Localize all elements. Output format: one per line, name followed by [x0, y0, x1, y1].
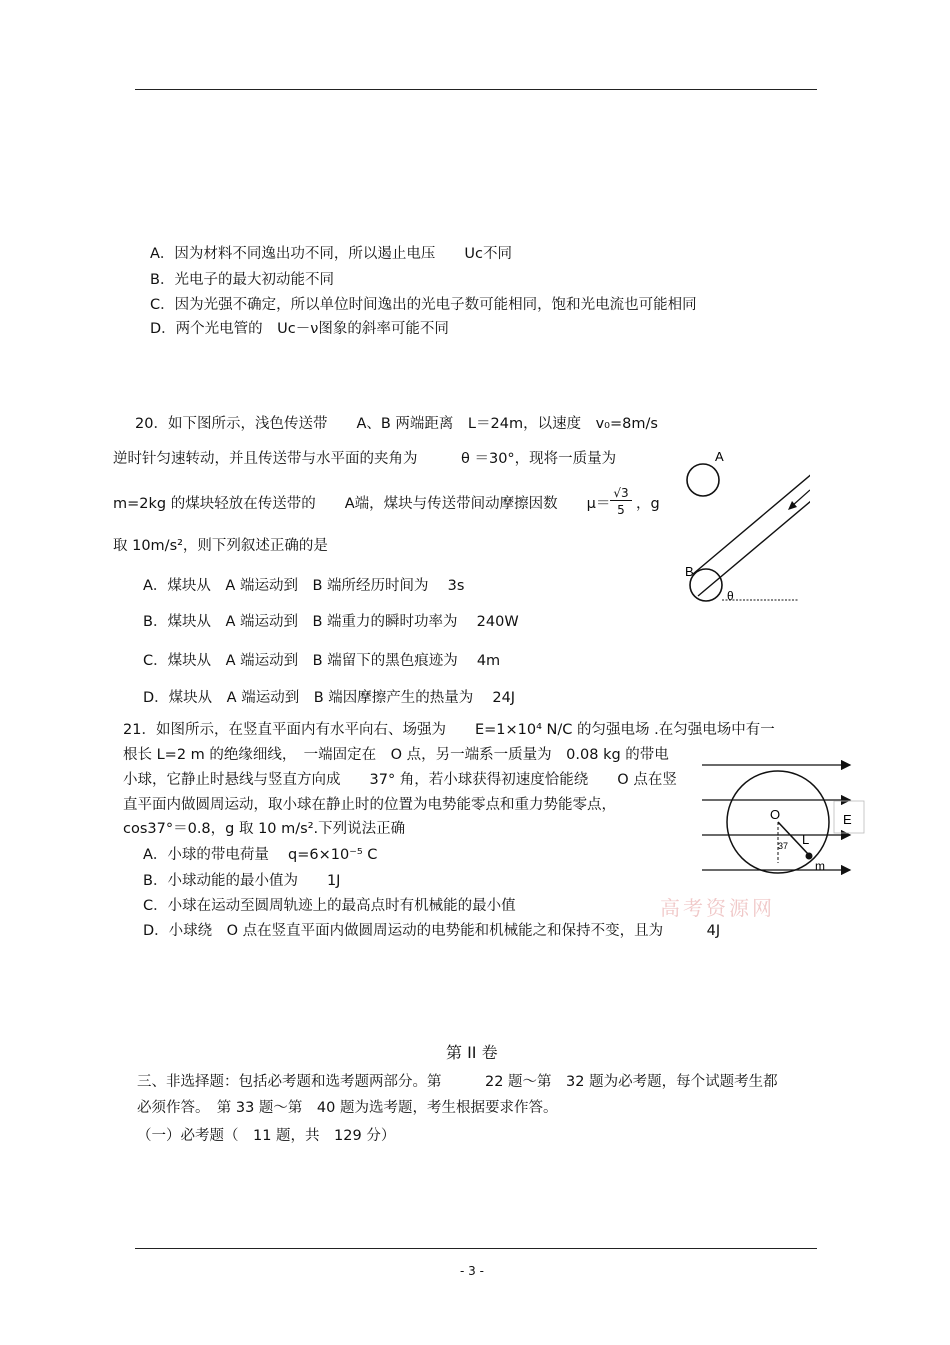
part2-line2: 必须作答。 第 33 题～第 40 题为选考题，考生根据要求作答。: [137, 1100, 558, 1116]
mu-numerator: √3: [610, 486, 632, 501]
q21-option-c: C．小球在运动至圆周轨迹上的最高点时有机械能的最小值: [143, 898, 516, 914]
footer-rule: [135, 1248, 817, 1249]
q19-option-b: B．光电子的最大初动能不同: [150, 272, 334, 288]
conveyor-belt-figure: [680, 445, 810, 610]
label-m: m: [815, 859, 825, 873]
q21-stem-line5: cos37°＝0.8，g 取 10 m/s².下列说法正确: [123, 821, 406, 837]
q19-option-c: C．因为光强不确定，所以单位时间逸出的光电子数可能相同，饱和光电流也可能相同: [150, 297, 697, 313]
part2-line1: 三、非选择题：包括必考题和选考题两部分。第 22 题～第 32 题为必考题，每个试题考生都: [137, 1074, 778, 1090]
q21-option-d: D．小球绕 O 点在竖直平面内做圆周运动的电势能和机械能之和保持不变，且为 4J: [143, 923, 721, 939]
label-l: L: [802, 832, 810, 847]
q20-stem-line3-end: ，g: [636, 496, 660, 512]
watermark: 高考资源网: [660, 896, 775, 920]
q20-option-c: C．煤块从 A 端运动到 B 端留下的黑色痕迹为 4m: [143, 653, 501, 669]
pulley-top: [687, 464, 719, 496]
q21-stem-line1: 21．如图所示，在竖直平面内有水平向右、场强为 E=1×10⁴ N/C 的匀强电场 .在匀强电场中有一: [123, 722, 775, 738]
q21-stem-line2: 根长 L=2 m 的绝缘细线， 一端固定在 O 点，另一端系一质量为 0.08 kg 的带电: [123, 747, 669, 763]
q21-stem-line3: 小球，它静止时悬线与竖直方向成 37° 角，若小球获得初速度恰能绕 O 点在竖: [123, 772, 677, 788]
pulley-bottom: [690, 569, 722, 601]
belt-upper: [693, 467, 810, 574]
q20-option-b: B．煤块从 A 端运动到 B 端重力的瞬时功率为 240W: [143, 614, 519, 630]
label-a: A: [715, 449, 724, 464]
part2-line3: （一）必考题（ 11 题，共 129 分）: [137, 1128, 396, 1144]
q20-option-a: A．煤块从 A 端运动到 B 端所经历时间为 3s: [143, 578, 465, 594]
label-angle: 37: [778, 841, 789, 851]
label-theta: θ: [727, 589, 734, 603]
q20-option-d: D．煤块从 A 端运动到 B 端因摩擦产生的热量为 24J: [143, 690, 516, 706]
q20-stem-line3: m=2kg 的煤块轻放在传送带的 A端，煤块与传送带间动摩擦因数 μ＝: [113, 496, 611, 512]
page-number: - 3 -: [460, 1264, 484, 1278]
charged-ball: [806, 853, 813, 860]
q20-stem-line2: 逆时针匀速转动，并且传送带与水平面的夹角为 θ ＝30°，现将一质量为: [113, 451, 617, 467]
q20-stem-line1: 20．如下图所示，浅色传送带 A、B 两端距离 L＝24m，以速度 v₀=8m/s: [135, 416, 658, 432]
q19-option-d: D．两个光电管的 Uc－ν图象的斜率可能不同: [150, 321, 449, 337]
electric-field-figure: [698, 755, 868, 880]
label-o: O: [770, 807, 781, 822]
q21-stem-line4: 直平面内做圆周运动，取小球在静止时的位置为电势能零点和重力势能零点，: [123, 797, 616, 813]
label-b: B: [685, 564, 694, 579]
q21-option-b: B．小球动能的最小值为 1J: [143, 873, 341, 889]
part-title: 第 II 卷: [446, 1043, 498, 1062]
q20-stem-line4: 取 10m/s²，则下列叙述正确的是: [113, 538, 328, 554]
q19-option-a: A．因为材料不同逸出功不同，所以遏止电压 Uc不同: [150, 246, 513, 262]
q21-option-a: A．小球的带电荷量 q=6×10⁻⁵ C: [143, 847, 378, 863]
header-rule: [135, 89, 817, 90]
mu-denominator: 5: [617, 503, 625, 517]
label-e: E: [843, 812, 852, 827]
